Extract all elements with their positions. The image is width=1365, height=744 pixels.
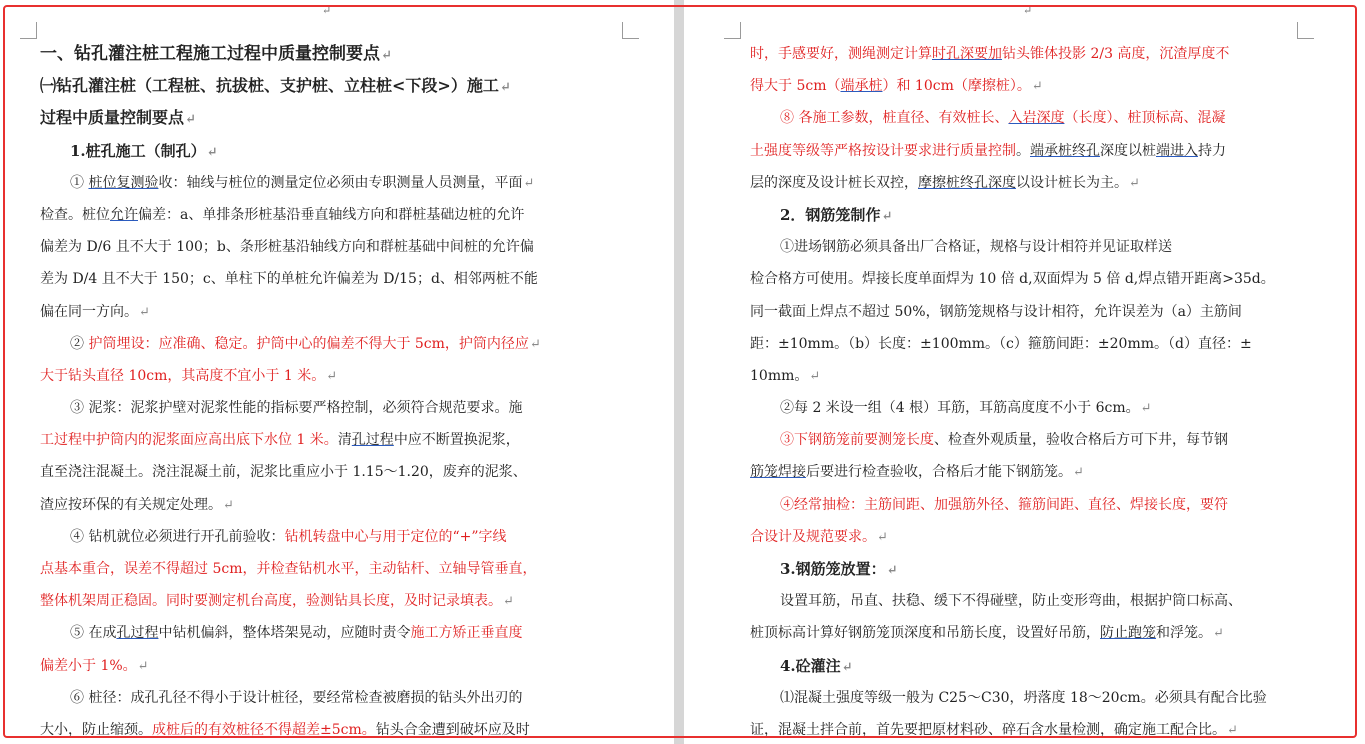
text-run: 2．钢筋笼制作 — [780, 205, 881, 224]
paragraph-mark: ↵ — [529, 336, 541, 352]
text-run: 深度以桩 — [1100, 142, 1156, 159]
text-run: 施工方矫正垂直度 — [410, 625, 523, 642]
text-run: 整体机架周正稳固。同时要测定机台高度，验测钻具长度，及时记录填表。 — [40, 593, 502, 610]
text-run: 大于钻头直径 10cm，其高度不宜小于 1 米。 — [40, 367, 326, 384]
text-line — [40, 296, 610, 328]
text-run: 大小，防止缩颈。 — [40, 721, 152, 738]
text-run: 中应不断置换泥浆， — [393, 432, 520, 449]
paragraph-mark: ↵ — [1140, 401, 1152, 417]
text-run: 中钻机偏斜，整体塔架晃动，应随时责令 — [158, 625, 411, 642]
text-run: 得大于 5cm（ — [750, 78, 841, 95]
text-run: 合设计及规范要求。 — [750, 528, 876, 545]
paragraph-mark: ↵ — [881, 208, 893, 224]
text-line — [750, 456, 1312, 488]
text-run: 筋笼焊接 — [750, 464, 806, 481]
text-line — [40, 617, 610, 649]
text-run: 摩擦桩终孔深度 — [918, 174, 1016, 191]
text-line — [750, 199, 1312, 231]
paragraph-mark: ↵ — [503, 594, 514, 610]
paragraph-mark: ↵ — [223, 497, 234, 513]
paragraph-mark: ↵ — [206, 144, 218, 160]
text-run: 距：±10mm。（b）长度：±100mm。（c）箍筋间距：±20mm。（d）直径：± — [750, 335, 1252, 352]
text-run: 以设计桩长为主。 — [1016, 174, 1128, 191]
page-gutter — [674, 0, 684, 744]
text-line — [750, 553, 1312, 585]
text-line — [40, 231, 610, 263]
text-line — [40, 682, 610, 714]
text-line — [40, 38, 610, 70]
text-line — [40, 489, 610, 521]
paragraph-mark: ↵ — [139, 304, 150, 320]
text-line — [750, 102, 1312, 134]
text-run: 3.钢筋笼放置： — [780, 560, 886, 578]
text-run: ①进场钢筋必须具备出厂合格证，规格与设计相符并见证取样送 — [780, 239, 1172, 256]
paragraph-mark: ↵ — [499, 80, 511, 96]
document-page-right[interactable] — [684, 0, 1365, 744]
text-line — [750, 70, 1312, 102]
text-run: 检合格方可使用。焊接长度单面焊为 10 倍 d,双面焊为 5 倍 d,焊点错开距离>35d。 — [750, 271, 1275, 288]
text-line — [40, 199, 610, 231]
text-line — [40, 328, 610, 360]
text-line — [40, 167, 610, 199]
text-run: ⑥ 桩径：成孔孔径不得小于设计桩径，要经常检查被磨损的钻头外出刃的 — [70, 689, 523, 706]
text-run: ② — [70, 335, 89, 352]
paragraph-mark: ↵ — [326, 368, 338, 384]
page-top-marker: ↵ — [322, 4, 332, 17]
text-line — [750, 521, 1312, 553]
text-line — [40, 392, 610, 424]
text-run: 孔过程 — [351, 432, 394, 449]
text-run: 钻机转盘中心与用于定位的“+”字线 — [284, 528, 507, 545]
paragraph-mark: ↵ — [886, 563, 898, 578]
text-line — [40, 456, 610, 488]
text-run: 过程中质量控制要点 — [40, 108, 185, 128]
text-line — [750, 424, 1312, 456]
text-run: 偏差小于 1%。 — [40, 657, 137, 674]
text-run: 钻头锥体投影 2/3 高度，沉渣厚度不 — [1002, 46, 1230, 62]
text-line — [750, 360, 1312, 392]
text-run: 证，混凝土拌合前，首先要把原材料砂、碎石含水量检测，确定施工配合比。 — [750, 721, 1226, 738]
text-line — [40, 585, 610, 617]
paragraph-mark: ↵ — [877, 529, 888, 545]
text-line — [750, 392, 1312, 424]
text-line — [40, 263, 610, 295]
text-run: 1.桩孔施工（制孔） — [70, 141, 206, 160]
text-run: 偏差为 D/6 且不大于 100；b、条形桩基沿轴线方向和群桩基础中间桩的允许偏 — [40, 239, 534, 256]
text-run: 4.砼灌注 — [780, 656, 841, 675]
text-run: 时，手感要好，测绳测定计算 — [750, 46, 932, 62]
paragraph-mark: ↵ — [1129, 175, 1140, 191]
text-run: 护筒埋设：应准确、稳定。护筒中心的偏差不得大于 5cm，护筒内径应 — [88, 335, 529, 352]
text-run: 、检查外观质量，验收合格后方可下井，每节钢 — [934, 432, 1228, 449]
text-run: （长度）、桩顶标高、混凝 — [1064, 110, 1226, 127]
text-line — [40, 135, 610, 167]
text-run: 桩位复测验 — [88, 174, 159, 191]
text-line — [750, 167, 1312, 199]
text-run: 土强度等级等严格按设计要求进行质量控制 — [750, 142, 1016, 159]
text-run: 工过程中护筒内的泥浆面应高出底下水位 1 米。 — [40, 432, 338, 449]
text-run: 设置耳筋，吊直、扶稳、缓下不得碰壁，防止变形弯曲，根据护筒口标高、 — [780, 593, 1242, 610]
text-run: 端承桩终孔 — [1030, 142, 1100, 159]
text-line — [750, 38, 1312, 70]
text-run: 钻头合金遭到破坏应及时 — [375, 721, 530, 738]
text-run: 10mm。 — [750, 367, 809, 384]
text-run: 孔过程 — [116, 625, 159, 642]
text-run: 允许 — [110, 206, 138, 223]
text-line — [750, 296, 1312, 328]
text-run: ）和 10cm（摩擦桩）。 — [882, 78, 1031, 95]
text-run: 。 — [1016, 142, 1030, 159]
text-run: 桩顶标高计算好钢筋笼顶深度和吊筋长度，设置好吊筋， — [750, 625, 1100, 642]
page-top-marker: ↵ — [1023, 4, 1033, 17]
text-line — [40, 553, 610, 585]
text-run: 收：轴线与桩位的测量定位必须由专职测量人员测量，平面 — [158, 174, 523, 191]
text-run: ⑤ 在成 — [70, 625, 117, 642]
paragraph-mark: ↵ — [809, 368, 821, 384]
text-run: 差为 D/4 且不大于 150；c、单柱下的单桩允许偏差为 D/15；d、相邻两桩不能 — [40, 271, 538, 288]
text-run: 检查。桩位 — [40, 206, 110, 223]
paragraph-mark: ↵ — [1227, 722, 1238, 738]
text-run: 一、钻孔灌注桩工程施工过程中质量控制要点 — [40, 44, 380, 64]
text-line — [750, 714, 1312, 744]
text-line — [750, 585, 1312, 617]
text-run: 持力 — [1198, 142, 1226, 159]
margin-corner-mark — [622, 22, 639, 39]
paragraph-mark: ↵ — [523, 175, 535, 191]
text-line — [750, 263, 1312, 295]
text-run: 入岩深度 — [1008, 110, 1065, 127]
text-run: 偏差：a、单排条形桩基沿垂直轴线方向和群桩基础边桩的允许 — [138, 206, 525, 223]
text-run: ⑴混凝土强度等级一般为 C25～C30，坍落度 18～20cm。必须具有配合比验 — [780, 689, 1267, 706]
text-run: 时孔深要加 — [932, 46, 1002, 62]
text-line — [750, 617, 1312, 649]
text-line — [40, 70, 610, 102]
text-run: 后要进行检查验收，合格后才能下钢筋笼。 — [806, 464, 1072, 481]
text-line — [750, 135, 1312, 167]
text-line — [750, 682, 1312, 714]
margin-corner-mark — [1297, 22, 1314, 39]
text-line — [40, 360, 610, 392]
paragraph-mark: ↵ — [185, 112, 196, 128]
text-run: ① — [70, 174, 89, 191]
text-line — [40, 650, 610, 682]
text-run: 偏在同一方向。 — [40, 303, 138, 320]
text-line — [40, 102, 610, 134]
text-run: 层的深度及设计桩长双控， — [750, 174, 918, 191]
text-run: ㈠钻孔灌注桩（工程桩、抗拔桩、支护桩、立柱桩<下段>）施工 — [40, 76, 499, 96]
page-text-body[interactable] — [750, 38, 1312, 744]
text-run: 端承桩 — [840, 78, 883, 95]
paragraph-mark: ↵ — [381, 48, 392, 63]
paragraph-mark: ↵ — [1073, 465, 1084, 481]
text-run: ②每 2 米设一组（4 根）耳筋，耳筋高度度不小于 6cm。 — [780, 400, 1140, 417]
text-line — [40, 521, 610, 553]
text-run: ⑧ 各施工参数，桩直径、有效桩长、 — [780, 110, 1009, 127]
page-text-body[interactable] — [40, 38, 610, 744]
margin-corner-mark — [20, 22, 37, 39]
text-run: ④ 钻机就位必须进行开孔前验收： — [70, 528, 285, 545]
margin-corner-mark — [724, 22, 741, 39]
text-run: 同一截面上焊点不超过 50%，钢筋笼规格与设计相符，允许误差为（a）主筋间 — [750, 303, 1242, 320]
text-line — [750, 489, 1312, 521]
text-run: ③ 泥浆：泥浆护壁对泥浆性能的指标要严格控制，必须符合规范要求。施 — [70, 400, 523, 417]
document-page-left[interactable] — [0, 0, 674, 744]
text-line — [40, 714, 610, 744]
text-line — [750, 328, 1312, 360]
text-run: 端进入 — [1156, 142, 1198, 159]
text-run: 点基本重合，误差不得超过 5cm，并检查钻机水平，主动钻杆、立轴导管垂直， — [40, 561, 537, 577]
text-line — [40, 424, 610, 456]
text-run: ③下钢筋笼前要测笼长度 — [780, 432, 934, 449]
paragraph-mark: ↵ — [137, 658, 149, 674]
text-run: 防止跑笼 — [1100, 625, 1156, 642]
paragraph-mark: ↵ — [1031, 79, 1043, 95]
text-run: 渣应按环保的有关规定处理。 — [40, 496, 222, 513]
text-run: ④经常抽检：主筋间距、加强筋外径、箍筋间距、直径、焊接长度，要符 — [780, 496, 1228, 513]
text-run: 成桩后的有效桩径不得超差±5cm。 — [152, 721, 376, 738]
paragraph-mark: ↵ — [1213, 626, 1224, 642]
text-run: 直至浇注混凝土。浇注混凝土前，泥浆比重应小于 1.15～1.20，废弃的泥浆、 — [40, 464, 527, 481]
text-run: 清 — [337, 432, 352, 449]
text-line — [750, 650, 1312, 682]
text-run: 和浮笼。 — [1156, 625, 1212, 642]
text-line — [750, 231, 1312, 263]
paragraph-mark: ↵ — [841, 659, 853, 675]
